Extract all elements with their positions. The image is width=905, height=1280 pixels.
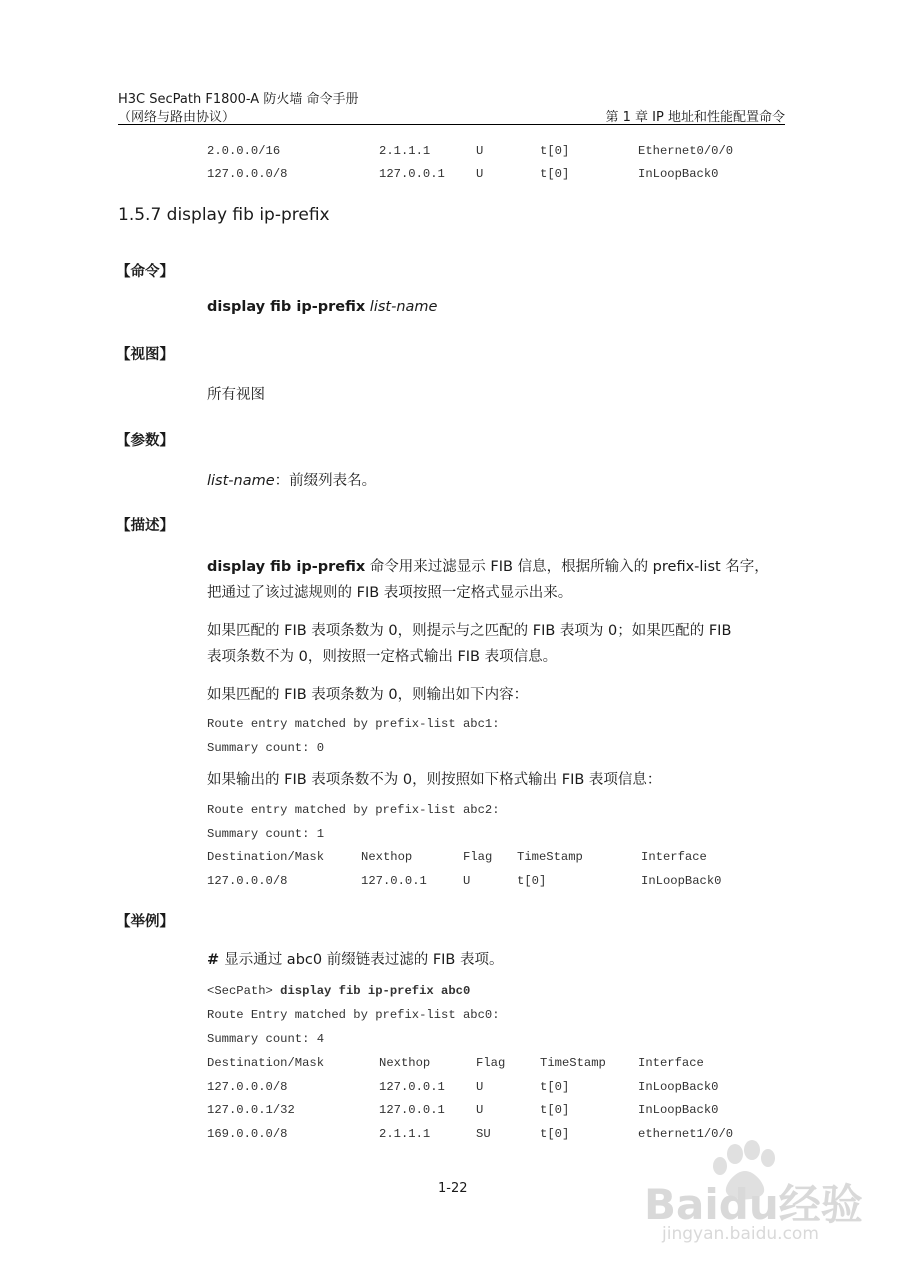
header-divider xyxy=(118,124,785,125)
code-cell: 169.0.0.0/8 xyxy=(207,1127,288,1141)
code-header-cell: Destination/Mask xyxy=(207,1056,325,1070)
code-header-cell: Nexthop xyxy=(361,850,413,864)
command-argument: list-name xyxy=(369,299,438,315)
code-cell: t[0] xyxy=(517,874,547,888)
desc-para4: 如果输出的 FIB 表项条数不为 0，则按照如下格式输出 FIB 表项信息： xyxy=(207,772,662,788)
code-line: Route Entry matched by prefix-list abc0: xyxy=(207,1008,500,1022)
code-cell: 127.0.0.1 xyxy=(379,1103,445,1117)
table-cell: U xyxy=(476,167,484,181)
code-cell: InLoopBack0 xyxy=(638,1080,719,1094)
code-header-cell: Destination/Mask xyxy=(207,850,325,864)
desc-para2-line1: 如果匹配的 FIB 表项条数为 0，则提示与之匹配的 FIB 表项为 0；如果匹配的 FIB xyxy=(207,623,732,639)
param-text xyxy=(207,469,376,490)
header-subtitle: （网络与路由协议） xyxy=(118,110,236,125)
example-hash: # xyxy=(207,952,225,968)
code-header-cell: TimeStamp xyxy=(540,1056,606,1070)
table-cell: InLoopBack0 xyxy=(638,167,719,181)
code-header-cell: Interface xyxy=(638,1056,704,1070)
header-chapter: 第 1 章 IP 地址和性能配置命令 xyxy=(605,110,785,125)
code-cell: U xyxy=(463,874,471,888)
table-cell: U xyxy=(476,144,484,158)
code-cell: t[0] xyxy=(540,1127,570,1141)
view-text: 所有视图 xyxy=(207,387,265,403)
code-cell: SU xyxy=(476,1127,491,1141)
code-header-cell: Interface xyxy=(641,850,707,864)
param-name: list-name xyxy=(207,473,275,489)
code-cell: t[0] xyxy=(540,1103,570,1117)
param-desc: ：前缀列表名。 xyxy=(274,473,377,489)
code-cell: 2.1.1.1 xyxy=(379,1127,431,1141)
code-header-cell: TimeStamp xyxy=(517,850,583,864)
example-text: 显示通过 abc0 前缀链表过滤的 FIB 表项。 xyxy=(224,952,504,968)
cli-prompt: <SecPath> xyxy=(207,984,281,998)
code-cell: InLoopBack0 xyxy=(638,1103,719,1117)
code-cell: t[0] xyxy=(540,1080,570,1094)
desc-text: 命令用来过滤显示 FIB 信息，根据所输入的 prefix-list 名字， xyxy=(365,559,769,575)
table-cell: t[0] xyxy=(540,144,570,158)
code-cell: InLoopBack0 xyxy=(641,874,722,888)
table-cell: 127.0.0.1 xyxy=(379,167,445,181)
command-syntax xyxy=(207,299,437,315)
desc-para2-line2: 表项条数不为 0，则按照一定格式输出 FIB 表项信息。 xyxy=(207,649,558,665)
example-command-line xyxy=(207,984,470,998)
code-line: Summary count: 4 xyxy=(207,1032,325,1046)
table-cell: t[0] xyxy=(540,167,570,181)
table-cell: 2.0.0.0/16 xyxy=(207,144,281,158)
cli-command: display fib ip-prefix abc0 xyxy=(280,984,471,998)
code-cell: 127.0.0.1/32 xyxy=(207,1103,295,1117)
param-label: 【参数】 xyxy=(116,433,174,449)
code-line: Summary count: 1 xyxy=(207,827,325,841)
code-line: Route entry matched by prefix-list abc1: xyxy=(207,717,500,731)
watermark-url: jingyan.baidu.com xyxy=(662,1224,819,1244)
desc-para1-line1 xyxy=(207,555,769,576)
code-cell: U xyxy=(476,1103,484,1117)
code-cell: 127.0.0.1 xyxy=(379,1080,445,1094)
code-cell: 127.0.0.1 xyxy=(361,874,427,888)
command-keyword: display fib ip-prefix xyxy=(207,299,366,315)
desc-keyword: display fib ip-prefix xyxy=(207,559,366,575)
code-cell: 127.0.0.0/8 xyxy=(207,874,288,888)
watermark-logo xyxy=(640,1140,870,1250)
code-cell: 127.0.0.0/8 xyxy=(207,1080,288,1094)
view-label: 【视图】 xyxy=(116,347,174,363)
code-cell: U xyxy=(476,1080,484,1094)
command-label: 【命令】 xyxy=(116,264,174,280)
watermark-brand: Baidu经验 xyxy=(644,1180,863,1229)
example-desc xyxy=(207,948,504,969)
header-title: H3C SecPath F1800-A 防火墙 命令手册 xyxy=(118,92,359,107)
section-title: 1.5.7 display fib ip-prefix xyxy=(118,205,330,225)
table-cell: 2.1.1.1 xyxy=(379,144,431,158)
page-number: 1-22 xyxy=(438,1181,468,1196)
desc-para1-line2: 把通过了该过滤规则的 FIB 表项按照一定格式显示出来。 xyxy=(207,585,573,601)
code-header-cell: Nexthop xyxy=(379,1056,431,1070)
code-header-cell: Flag xyxy=(476,1056,506,1070)
table-cell: Ethernet0/0/0 xyxy=(638,144,734,158)
code-line: Summary count: 0 xyxy=(207,741,325,755)
desc-label: 【描述】 xyxy=(116,518,174,534)
code-line: Route entry matched by prefix-list abc2: xyxy=(207,803,500,817)
example-label: 【举例】 xyxy=(116,914,174,930)
code-cell: ethernet1/0/0 xyxy=(638,1127,734,1141)
code-header-cell: Flag xyxy=(463,850,493,864)
desc-para3: 如果匹配的 FIB 表项条数为 0，则输出如下内容： xyxy=(207,687,529,703)
table-cell: 127.0.0.0/8 xyxy=(207,167,288,181)
